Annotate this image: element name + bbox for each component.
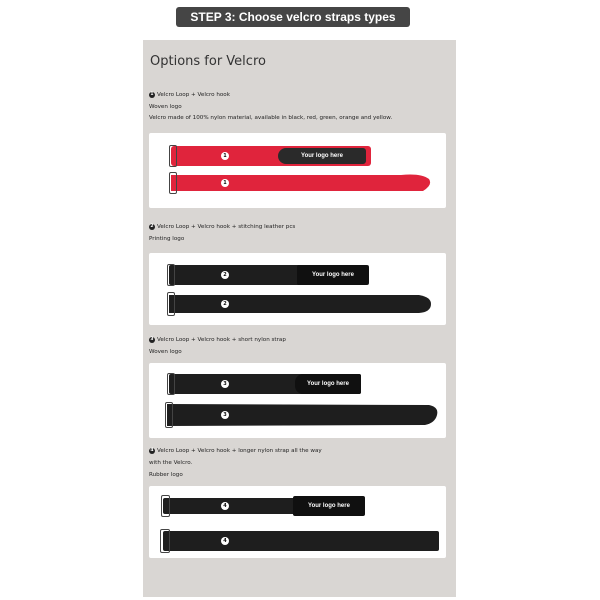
option-1-heading [149,92,230,98]
option-3-label-a: 3 [221,380,229,388]
option-4-label-b: 4 [221,537,229,545]
buckle-icon [161,495,170,517]
panel-title: Options for Velcro [150,54,266,69]
buckle-icon [169,145,177,167]
option-4-number-badge: 4 [150,448,154,453]
option-1-description: Velcro made of 100% nylon material, available in black, red, green, orange and yellow. [149,115,393,121]
option-1-label-b: 1 [221,179,229,187]
buckle-icon [167,373,175,395]
velcro-options-panel [143,40,456,597]
option-2-logo-tab: Your logo here [297,265,369,285]
option-4-heading [149,448,322,454]
option-4-strap-bottom [163,530,439,552]
option-3-title: Velcro Loop + Velcro hook + short nylon strap [157,337,286,343]
option-1-label-a: 1 [221,152,229,160]
option-3-strap-bottom [167,403,439,427]
option-1-title: Velcro Loop + Velcro hook [157,92,230,98]
option-1-logo-type: Woven logo [149,104,182,110]
buckle-icon [169,172,177,194]
buckle-icon [167,292,175,316]
option-4-product-photo [149,486,446,558]
option-2-logo-type: Printing logo [149,236,185,242]
option-4-title: Velcro Loop + Velcro hook + longer nylon strap all the way [157,448,322,454]
option-2-label-b: 2 [221,300,229,308]
option-4-logo-type: Rubber logo [149,472,183,478]
option-4-note: with the Velcro. [149,460,193,466]
option-1-number-badge: 1 [150,92,154,97]
option-1-product-photo [149,133,446,208]
option-3-strap-top [169,374,361,394]
option-2-product-photo [149,253,446,325]
option-4-label-a: 4 [221,502,229,510]
option-2-strap-top [169,265,369,285]
option-1-strap-top [171,146,371,166]
option-2-heading [149,224,295,230]
buckle-icon [160,529,170,553]
option-2-strap-bottom [169,293,431,315]
buckle-icon [167,264,175,286]
option-2-title: Velcro Loop + Velcro hook + stitching leather pcs [157,224,296,230]
option-3-logo-type: Woven logo [149,349,182,355]
option-4-strap-top [163,496,363,516]
option-2-label-a: 2 [221,271,229,279]
option-3-logo-tab: Your logo here [295,374,361,394]
step-banner: STEP 3: Choose velcro straps types [176,7,410,27]
option-4-logo-tab: Your logo here [293,496,365,516]
option-2-number-badge: 2 [150,224,154,229]
option-1-strap-bottom [171,173,431,193]
option-3-product-photo [149,363,446,438]
option-1-logo-tab: Your logo here [278,148,366,164]
option-3-number-badge: 3 [150,337,154,342]
option-3-label-b: 3 [221,411,229,419]
option-3-heading [149,337,286,343]
buckle-icon [165,402,173,428]
